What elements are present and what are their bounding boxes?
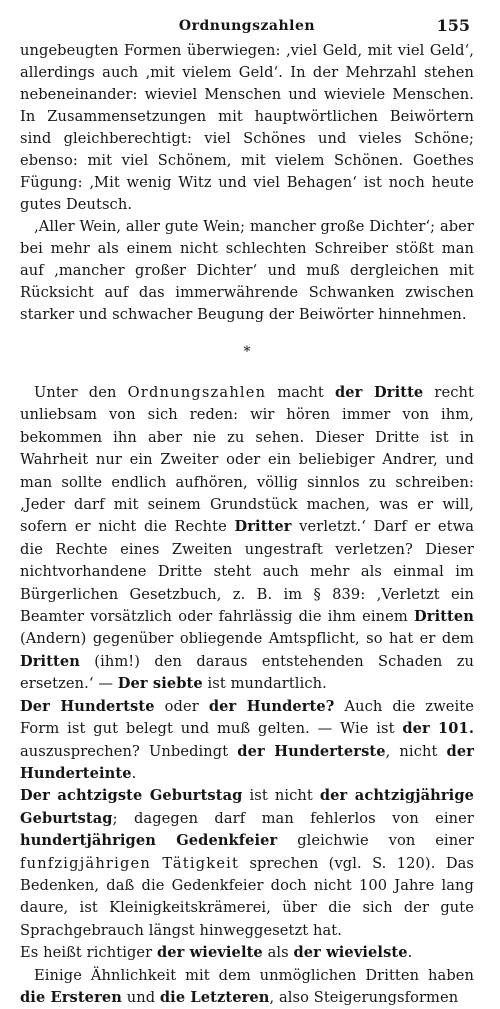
term-der-siebte: Der siebte bbox=[117, 675, 203, 693]
term-der-wievielte: der wievielte bbox=[156, 944, 263, 962]
paragraph-der-hundertste: Der Hundertste oder der Hunderte? Auch die zweite Form ist gut belegt und muß gelten. — Wie ist der 101. auszusprechen? Unbedingt der Hunderterste, nicht der Hunderteinte. bbox=[20, 697, 474, 782]
term-ordnungszahlen: Ordnungszahlen bbox=[127, 384, 267, 401]
term-der-hunderteinte: der Hunderteinte bbox=[20, 742, 474, 782]
term-der-dritte: der Dritte bbox=[334, 384, 424, 401]
page-number: 155 bbox=[436, 16, 470, 35]
term-der-101: der 101. bbox=[402, 720, 474, 738]
running-title: Ordnungszahlen bbox=[178, 18, 316, 34]
term-funfzigjaehrige-taetigkeit: funfzigjährigen Tätigkeit bbox=[20, 854, 240, 872]
term-die-letzteren: die Letzteren bbox=[159, 988, 270, 1006]
upper-section bbox=[20, 40, 474, 326]
term-der-hundertste: Der Hundertste bbox=[20, 697, 155, 715]
section-separator: * bbox=[243, 344, 251, 360]
term-der-achtzigjaehrige-geburtstag: der achtzigjährige Geburtstag bbox=[20, 787, 475, 827]
paragraph-der-dritte: Unter den Ordnungszahlen macht der Dritte recht unliebsam von sich reden: wir hören immer von ihm, bekommen ihn aber nie zu sehen. Dieser Dritte ist in Wahrheit nur ein Zweiter oder ein beliebiger Andrer, und man sollte endlich aufhören, völlig sinnlos zu schreiben: ‚Jeder darf mit seinem Grundstück machen, was er will, sofern er nicht die Rechte Dritter verletzt.‘ Darf er etwa die Rechte eines Zweiten ungestraft verletzen? Dieser nichtvorhandene Dritte steht auch mehr als einmal im Bürgerlichen Gesetzbuch, z. B. im § 839: ‚Verletzt ein Beamter vorsätzlich oder fahrlässig die ihm einem Dritten (Andern) gegenüber obliegende Amtspflicht, so hat er dem Dritten (ihm!) den daraus entstehenden Schaden zu ersetzen.‘ — Der siebte ist mundartlich. bbox=[20, 384, 475, 693]
paragraph-viel-forms: ungebeugten Formen überwiegen: ‚viel Geld, mit viel Geld‘, allerdings auch ‚mit vielem Geld‘. In der Mehrzahl stehen nebeneinander: wieviel Menschen und wieviele Menschen. In Zusammensetzungen mit hauptwörtlichen Beiwörtern sind gleichberechtigt: viel Schönes und vieles Schöne; ebenso: mit viel Schönem, mit vielem Schönen. Goethes Fügung: ‚Mit wenig Witz und viel Behagen‘ ist noch heute gutes Deutsch. bbox=[20, 42, 474, 213]
term-dritter: Dritter bbox=[234, 518, 292, 536]
paragraph-geburtstag: Der achtzigste Geburtstag ist nicht der achtzigjährige Geburtstag; dagegen darf man fehlerlos von einer hundertjährigen Gedenkfeier gleichwie von einer funfzigjährigen Tätigkeit sprechen (vgl. S. 120). Das Bedenken, daß die Gedenkfeier doch nicht 100 Jahre lang daure, ist Kleinigkeitskrämerei, über die sich der gute Sprachgebrauch längst hinweggesetzt hat. bbox=[20, 787, 475, 939]
paragraph-ersteren-letzteren: Einige Ähnlichkeit mit dem unmöglichen Dritten haben die Ersteren und die Letzteren, also Steigerungsformen bbox=[20, 966, 474, 1006]
term-der-hunderte: der Hunderte? bbox=[208, 697, 335, 715]
term-hundertjaehrige-gedenkfeier: hundertjährigen Gedenkfeier bbox=[20, 832, 278, 850]
term-der-achtzigste-geburtstag: Der achtzigste Geburtstag bbox=[20, 787, 243, 805]
paragraph-aller-wein: ‚Aller Wein, aller gute Wein; mancher große Dichter‘; aber bei mehr als einem nicht schlechten Schreiber stößt man auf ‚mancher großer Dichter‘ und muß dergleichen mit Rücksicht auf das immerwährende Schwanken zwischen starker und schwacher Beugung der Beiwörter hinnehmen. bbox=[20, 218, 474, 323]
term-dritten-2: Dritten bbox=[20, 652, 80, 670]
term-dritten-1: Dritten bbox=[414, 608, 474, 626]
running-header bbox=[20, 12, 474, 40]
term-der-wievielste: der wievielste bbox=[293, 944, 408, 962]
paragraph-wievielte: Es heißt richtiger der wievielte als der wievielste. bbox=[20, 944, 413, 962]
term-der-hunderterste: der Hunderterste bbox=[237, 742, 386, 760]
term-die-ersteren: die Ersteren bbox=[20, 988, 122, 1006]
lower-section bbox=[20, 382, 474, 1009]
